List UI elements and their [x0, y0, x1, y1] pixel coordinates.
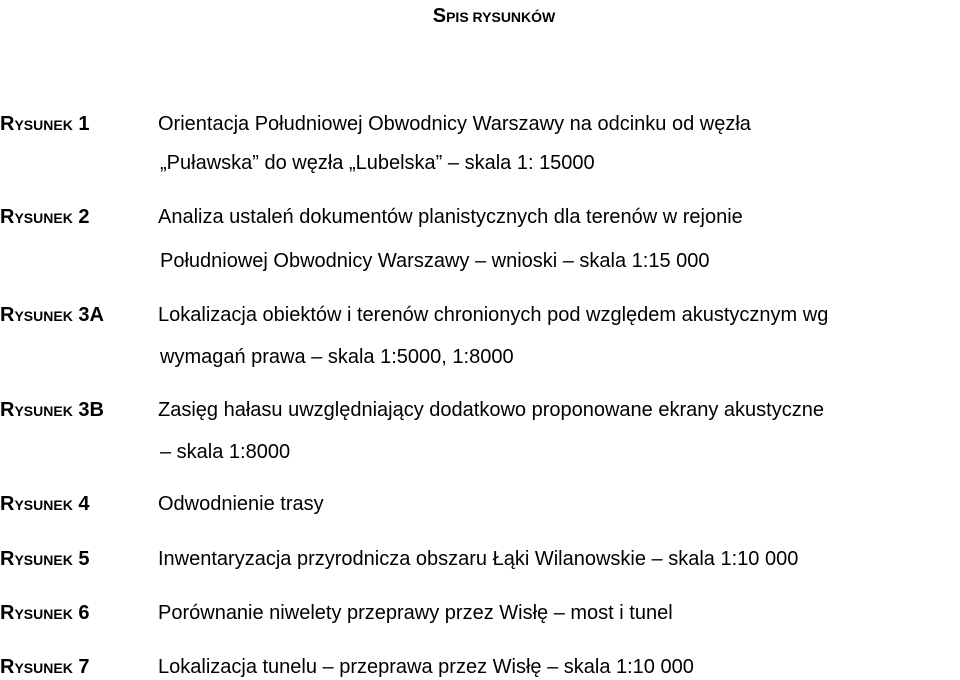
- figure-label-number: 4: [78, 493, 90, 515]
- figure-label-initial: R: [0, 548, 15, 570]
- figure-label-number: 5: [78, 548, 90, 570]
- figure-label-3b: [0, 398, 104, 423]
- figure-label-initial: R: [0, 304, 15, 326]
- figure-label-word: YSUNEK: [14, 403, 73, 419]
- figure-label-1: [0, 112, 90, 137]
- figure-label-number: 6: [78, 602, 90, 624]
- figure-label-4: [0, 492, 90, 517]
- figure-label-3a: [0, 303, 104, 328]
- figure-label-number: 3A: [78, 304, 104, 326]
- figure-label-initial: R: [0, 113, 15, 135]
- figure-caption-line: Lokalizacja obiektów i terenów chronionych pod względem akustycznym wg: [158, 304, 829, 326]
- figure-label-initial: R: [0, 493, 15, 515]
- figure-label-initial: R: [0, 602, 15, 624]
- figure-label-5: [0, 547, 90, 572]
- page-title-rest: PIS RYSUNKÓW: [446, 9, 556, 25]
- figure-label-initial: R: [0, 399, 15, 421]
- figure-caption-line: Lokalizacja tunelu – przeprawa przez Wisłę – skala 1:10 000: [158, 656, 694, 678]
- figure-caption-line: Inwentaryzacja przyrodnicza obszaru Łąki Wilanowskie – skala 1:10 000: [158, 548, 799, 570]
- figure-label-word: YSUNEK: [14, 497, 73, 513]
- figure-label-word: YSUNEK: [14, 552, 73, 568]
- page-title-initial: S: [432, 5, 447, 27]
- figure-label-number: 7: [78, 656, 90, 678]
- figure-label-2: [0, 205, 90, 230]
- figure-label-word: YSUNEK: [14, 210, 73, 226]
- figure-label-number: 1: [78, 113, 90, 135]
- figure-label-7: [0, 655, 90, 680]
- figure-label-word: YSUNEK: [14, 117, 73, 133]
- figure-label-number: 2: [78, 206, 90, 228]
- figure-caption-line: Orientacja Południowej Obwodnicy Warszawy na odcinku od węzła: [158, 113, 751, 135]
- figure-label-initial: R: [0, 656, 15, 678]
- figure-label-word: YSUNEK: [14, 606, 73, 622]
- figure-caption-line: – skala 1:8000: [160, 441, 291, 463]
- figure-caption-line: Analiza ustaleń dokumentów planistycznych dla terenów w rejonie: [158, 206, 743, 228]
- figure-label-word: YSUNEK: [14, 660, 73, 676]
- figure-label-initial: R: [0, 206, 15, 228]
- figure-label-number: 3B: [78, 399, 104, 421]
- figure-caption-line: Odwodnienie trasy: [158, 493, 324, 515]
- figure-label-word: YSUNEK: [14, 308, 73, 324]
- figure-label-6: [0, 601, 90, 626]
- figure-caption-line: „Puławska” do węzła „Lubelska” – skala 1: 15000: [160, 152, 595, 174]
- page-title: [0, 4, 960, 29]
- figure-caption-line: Porównanie niwelety przeprawy przez Wisłę – most i tunel: [158, 602, 673, 624]
- figure-caption-line: Zasięg hałasu uwzględniający dodatkowo proponowane ekrany akustyczne: [158, 399, 824, 421]
- figure-caption-line: Południowej Obwodnicy Warszawy – wnioski – skala 1:15 000: [160, 250, 710, 272]
- figure-caption-line: wymagań prawa – skala 1:5000, 1:8000: [160, 346, 514, 368]
